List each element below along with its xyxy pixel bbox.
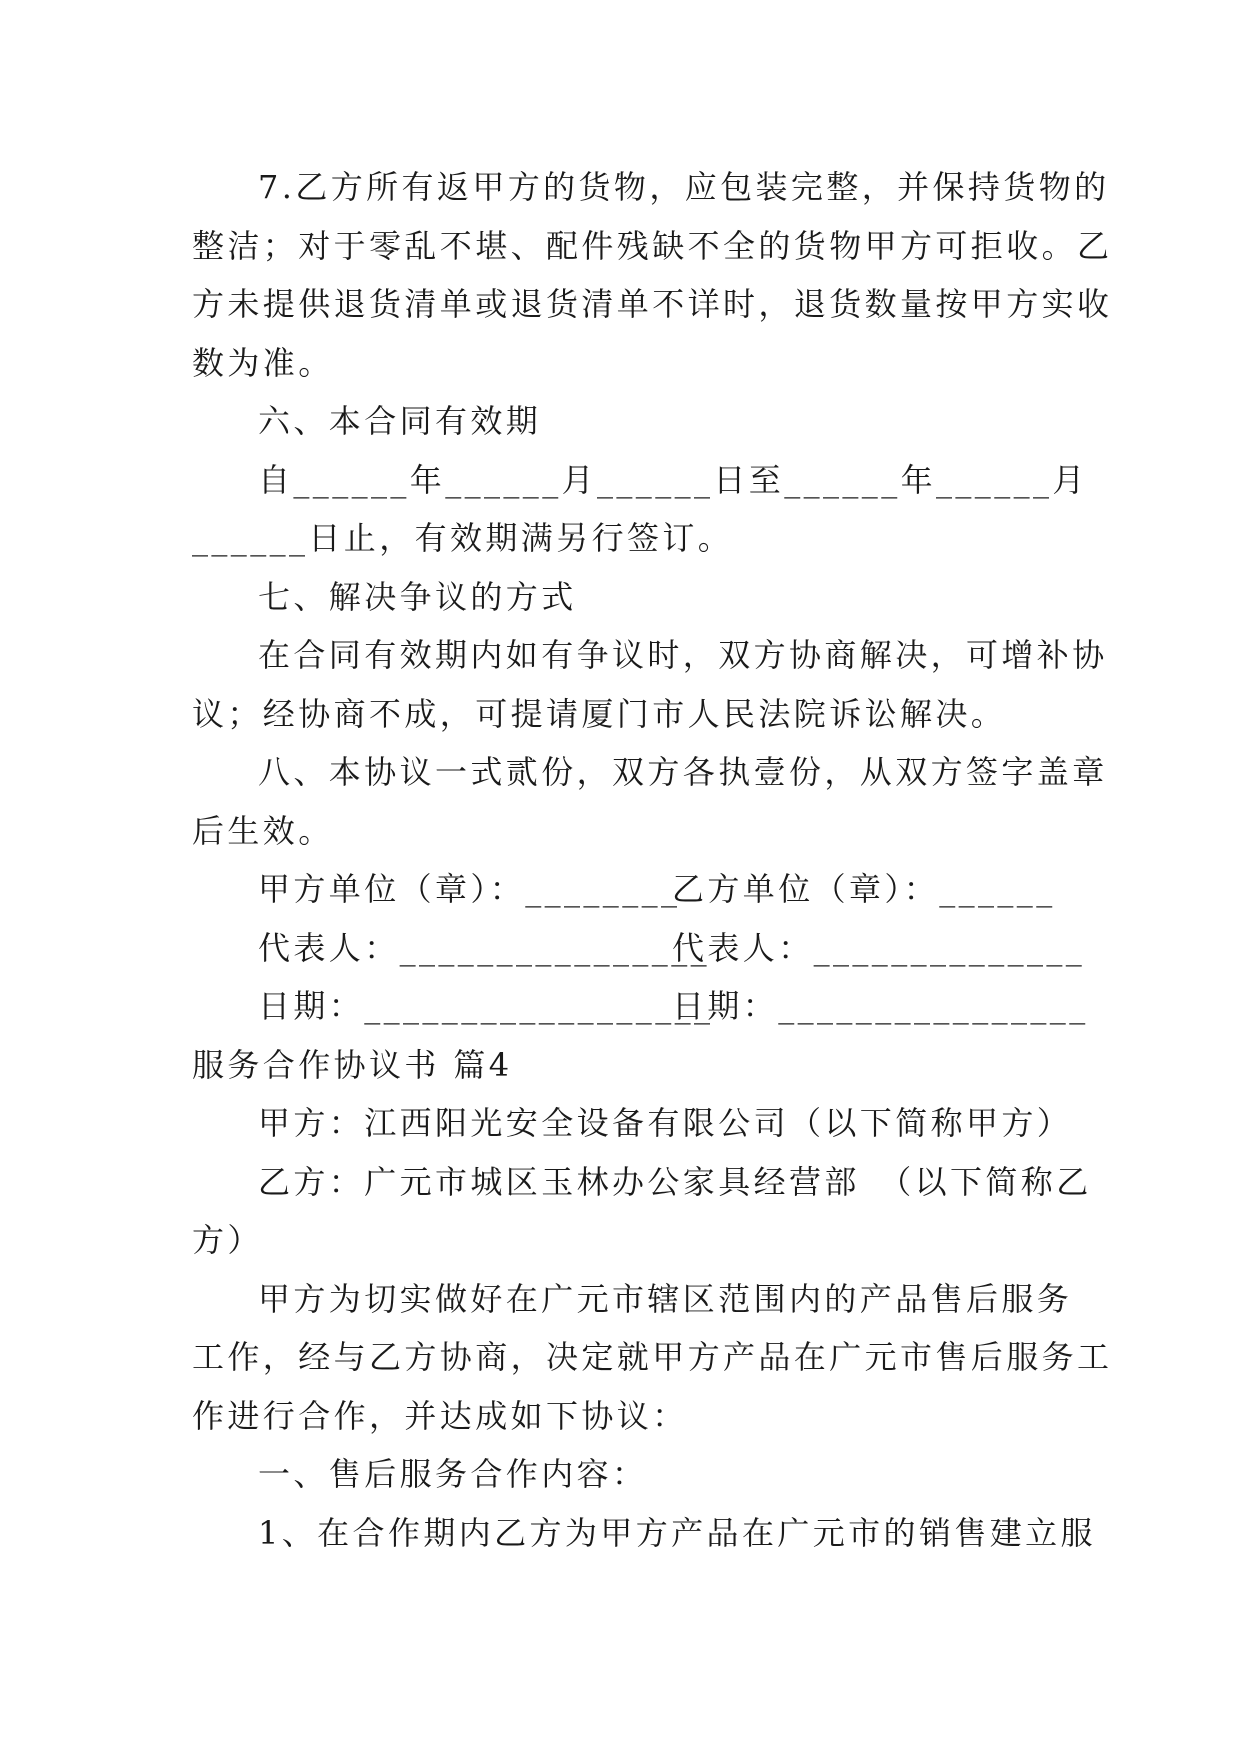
paragraph-line: 1、在合作期内乙方为甲方产品在广元市的销售建立服	[258, 1513, 1096, 1552]
paragraph-line: ______日止，有效期满另行签订。	[192, 519, 734, 557]
party-a-date: 日期：__________________	[258, 987, 714, 1025]
party-a-line: 甲方：江西阳光安全设备有限公司（以下简称甲方）	[258, 1104, 1073, 1142]
paragraph-line: 后生效。	[192, 811, 334, 850]
section-heading: 一、售后服务合作内容：	[258, 1455, 648, 1493]
paragraph-line: 整洁；对于零乱不堪、配件残缺不全的货物甲方可拒收。乙	[192, 226, 1113, 265]
signature-row-rep	[192, 919, 1086, 978]
party-b-date: 日期：________________	[672, 987, 1089, 1025]
paragraph-line: 工作，经与乙方协商，决定就甲方产品在广元市售后服务工	[192, 1338, 1113, 1376]
document-page	[192, 158, 1113, 1562]
document-title: 服务合作协议书 篇4	[192, 1045, 513, 1084]
paragraph-line: 作进行合作，并达成如下协议：	[192, 1396, 688, 1435]
party-a-rep: 代表人：________________	[258, 928, 711, 967]
paragraph-line: 7.乙方所有返甲方的货物，应包装完整，并保持货物的	[258, 168, 1110, 206]
signature-row-date	[192, 977, 1089, 1036]
signature-row-unit	[192, 860, 1056, 919]
party-b-rep: 代表人：______________	[672, 928, 1086, 967]
paragraph-line: 议；经协商不成，可提请厦门市人民法院诉讼解决。	[192, 694, 1007, 733]
paragraph-line: 自______年______月______日至______年______月	[258, 460, 1088, 499]
paragraph-line: 方未提供退货清单或退货清单不详时，退货数量按甲方实收	[192, 285, 1113, 323]
party-b-unit: 乙方单位（章）：______	[672, 870, 1056, 908]
section-heading: 六、本合同有效期	[258, 402, 542, 440]
party-b-line: 乙方：广元市城区玉林办公家具经营部 （以下简称乙	[258, 1162, 1092, 1201]
paragraph-line: 在合同有效期内如有争议时，双方协商解决，可增补协	[258, 636, 1108, 674]
paragraph-line: 方）	[192, 1221, 263, 1259]
party-a-unit: 甲方单位（章）：________	[258, 870, 681, 908]
paragraph-line: 八、本协议一式贰份，双方各执壹份，从双方签字盖章	[258, 753, 1108, 791]
section-heading: 七、解决争议的方式	[258, 577, 577, 616]
paragraph-line: 甲方为切实做好在广元市辖区范围内的产品售后服务	[258, 1279, 1073, 1318]
paragraph-line: 数为准。	[192, 343, 334, 382]
